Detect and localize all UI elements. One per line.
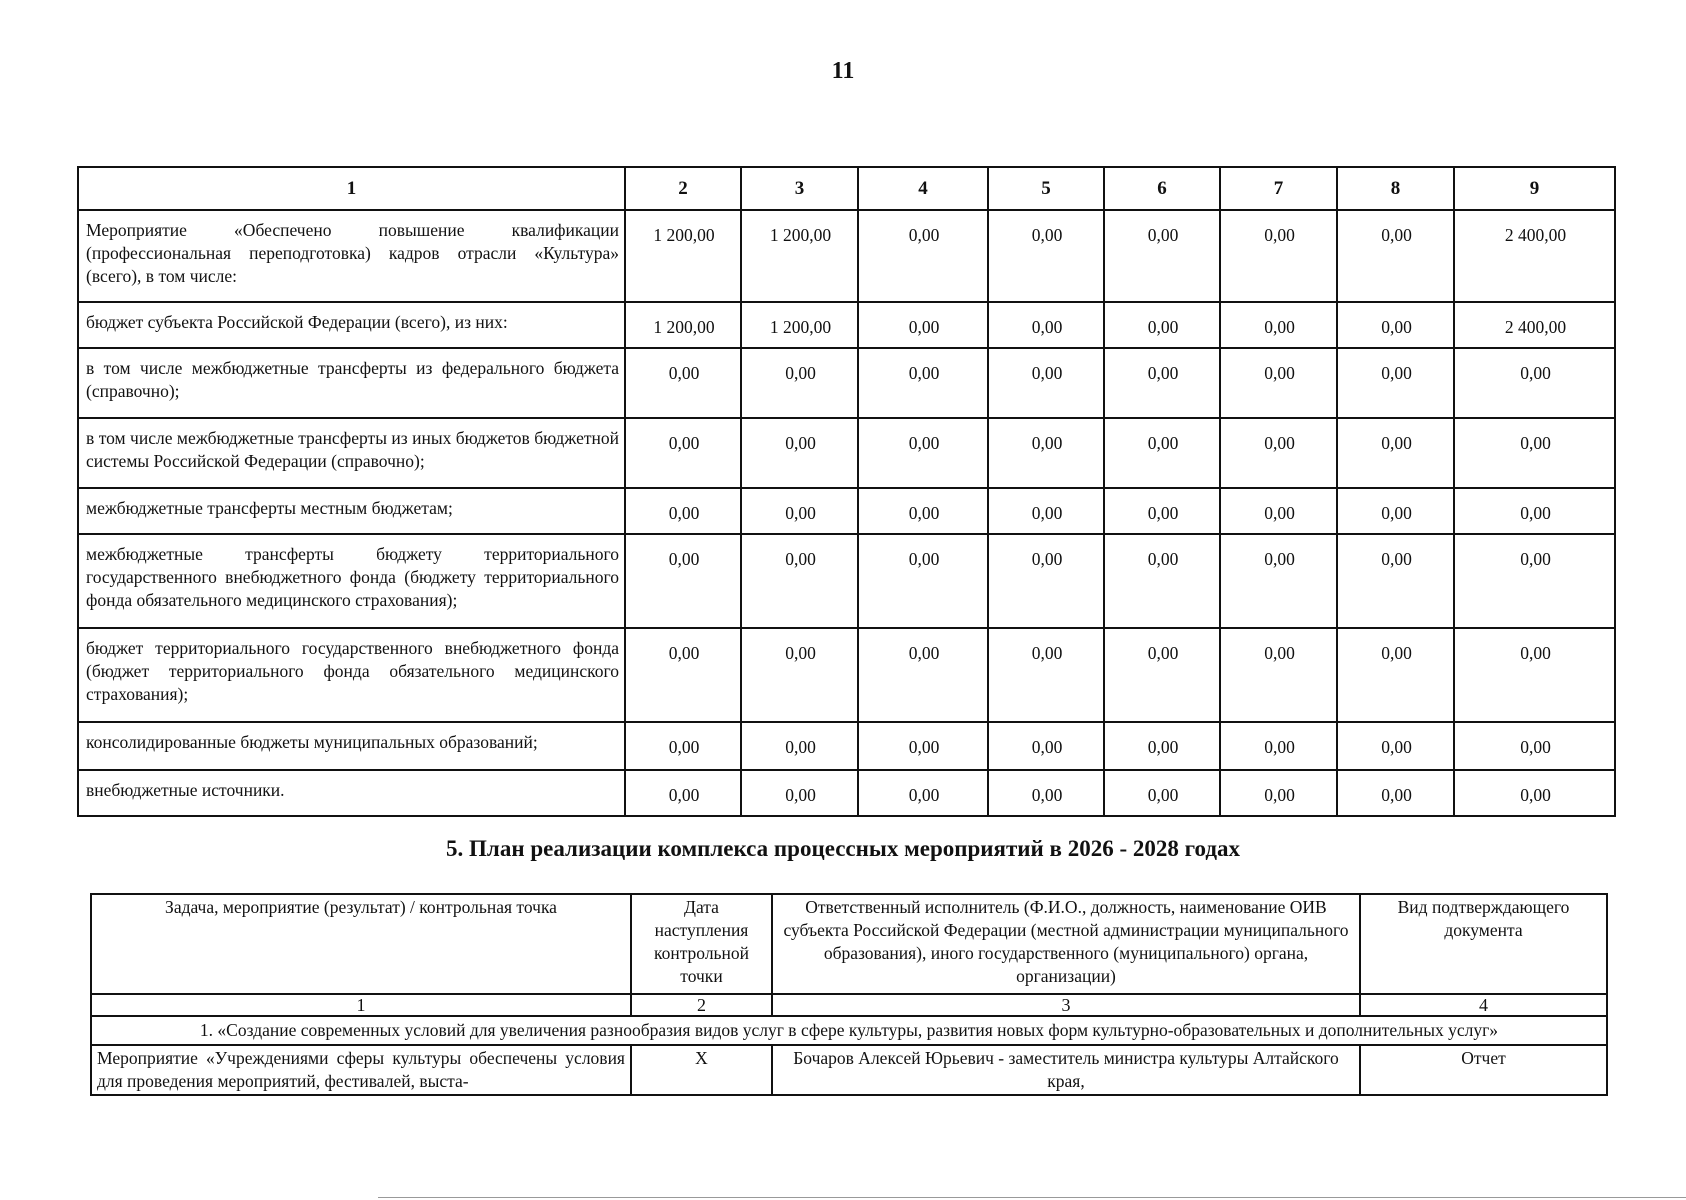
budget-value-cell: 0,00 — [1337, 302, 1454, 348]
budget-row-label: внебюджетные источники. — [78, 770, 625, 816]
page-number: 11 — [831, 58, 855, 84]
plan-task-row — [91, 1016, 1607, 1045]
plan-header-document: Вид подтверждающего документа — [1360, 894, 1607, 994]
budget-value-cell: 0,00 — [858, 302, 988, 348]
budget-value-cell: 0,00 — [988, 210, 1104, 302]
budget-row-label: в том числе межбюджетные трансферты из федерального бюджета (справочно); — [78, 348, 625, 418]
budget-value-cell: 0,00 — [858, 210, 988, 302]
budget-header-cell: 2 — [625, 167, 741, 210]
budget-value-cell: 0,00 — [741, 488, 858, 534]
plan-index-cell: 3 — [772, 994, 1360, 1016]
budget-value-cell: 0,00 — [988, 302, 1104, 348]
budget-table — [77, 166, 1616, 817]
budget-value-cell: 0,00 — [988, 770, 1104, 816]
budget-value-cell: 0,00 — [858, 488, 988, 534]
plan-task-text: 1. «Создание современных условий для увеличения разнообразия видов услуг в сфере культуры, развития новых форм культурно-образовательных и дополнительных услуг» — [91, 1016, 1607, 1045]
budget-value-cell: 0,00 — [988, 348, 1104, 418]
budget-value-cell: 0,00 — [1337, 210, 1454, 302]
budget-value-cell: 0,00 — [1104, 210, 1220, 302]
budget-row — [78, 628, 1615, 722]
budget-header-cell: 6 — [1104, 167, 1220, 210]
budget-value-cell: 0,00 — [1337, 418, 1454, 488]
budget-value-cell: 0,00 — [625, 534, 741, 628]
budget-header-row — [78, 167, 1615, 210]
plan-header-executor: Ответственный исполнитель (Ф.И.О., должность, наименование ОИВ субъекта Российской Федерации (местной администрации муниципального образования), иного государственного (муниципального) органа, организации) — [772, 894, 1360, 994]
budget-header-cell: 4 — [858, 167, 988, 210]
budget-value-cell: 0,00 — [988, 628, 1104, 722]
scan-edge-line — [378, 1197, 1686, 1198]
budget-value-cell: 0,00 — [1337, 628, 1454, 722]
budget-value-cell: 0,00 — [858, 534, 988, 628]
budget-row-label: бюджет субъекта Российской Федерации (всего), из них: — [78, 302, 625, 348]
budget-header-cell: 9 — [1454, 167, 1615, 210]
plan-event-document: Отчет — [1360, 1045, 1607, 1095]
budget-value-cell: 0,00 — [858, 418, 988, 488]
budget-value-cell: 0,00 — [625, 628, 741, 722]
budget-value-cell: 0,00 — [1104, 488, 1220, 534]
budget-value-cell: 0,00 — [1220, 302, 1337, 348]
budget-value-cell: 0,00 — [625, 488, 741, 534]
budget-value-cell: 0,00 — [741, 722, 858, 770]
budget-value-cell: 0,00 — [988, 534, 1104, 628]
budget-row — [78, 722, 1615, 770]
budget-row — [78, 534, 1615, 628]
budget-value-cell: 0,00 — [1337, 722, 1454, 770]
plan-index-cell: 1 — [91, 994, 631, 1016]
plan-event-row — [91, 1045, 1607, 1095]
budget-value-cell: 0,00 — [858, 770, 988, 816]
plan-header-date: Дата наступления контрольной точки — [631, 894, 772, 994]
budget-row-label: консолидированные бюджеты муниципальных образований; — [78, 722, 625, 770]
budget-row-label: Мероприятие «Обеспечено повышение квалификации (профессиональная переподготовка) кадров отрасли «Культура» (всего), в том числе: — [78, 210, 625, 302]
budget-value-cell: 1 200,00 — [625, 210, 741, 302]
budget-value-cell: 0,00 — [1104, 302, 1220, 348]
plan-index-row — [91, 994, 1607, 1016]
plan-event-date: X — [631, 1045, 772, 1095]
budget-value-cell: 0,00 — [1337, 534, 1454, 628]
budget-row — [78, 302, 1615, 348]
budget-header-cell: 8 — [1337, 167, 1454, 210]
budget-value-cell: 0,00 — [1220, 628, 1337, 722]
budget-row — [78, 418, 1615, 488]
budget-value-cell: 0,00 — [1454, 770, 1615, 816]
budget-value-cell: 0,00 — [1220, 210, 1337, 302]
budget-value-cell: 0,00 — [988, 722, 1104, 770]
budget-value-cell: 0,00 — [1337, 770, 1454, 816]
budget-value-cell: 0,00 — [1220, 722, 1337, 770]
budget-value-cell: 0,00 — [1220, 418, 1337, 488]
budget-value-cell: 2 400,00 — [1454, 210, 1615, 302]
budget-value-cell: 0,00 — [988, 488, 1104, 534]
plan-index-cell: 4 — [1360, 994, 1607, 1016]
budget-value-cell: 0,00 — [741, 348, 858, 418]
budget-row — [78, 210, 1615, 302]
budget-value-cell: 0,00 — [1104, 770, 1220, 816]
budget-value-cell: 0,00 — [1104, 534, 1220, 628]
budget-value-cell: 0,00 — [1104, 628, 1220, 722]
budget-row-label: межбюджетные трансферты местным бюджетам; — [78, 488, 625, 534]
plan-header-task: Задача, мероприятие (результат) / контрольная точка — [91, 894, 631, 994]
budget-value-cell: 0,00 — [1220, 348, 1337, 418]
budget-value-cell: 0,00 — [1454, 534, 1615, 628]
budget-value-cell: 0,00 — [1454, 628, 1615, 722]
budget-value-cell: 0,00 — [1104, 348, 1220, 418]
budget-value-cell: 0,00 — [741, 770, 858, 816]
budget-value-cell: 0,00 — [625, 418, 741, 488]
budget-value-cell: 1 200,00 — [741, 210, 858, 302]
budget-row — [78, 770, 1615, 816]
budget-row-label: бюджет территориального государственного внебюджетного фонда (бюджет территориального фонда обязательного медицинского страхования); — [78, 628, 625, 722]
plan-header-row — [91, 894, 1607, 994]
budget-value-cell: 0,00 — [1220, 488, 1337, 534]
budget-value-cell: 0,00 — [1220, 770, 1337, 816]
budget-value-cell: 0,00 — [988, 418, 1104, 488]
budget-header-cell: 5 — [988, 167, 1104, 210]
budget-value-cell: 2 400,00 — [1454, 302, 1615, 348]
budget-value-cell: 0,00 — [625, 348, 741, 418]
budget-value-cell: 0,00 — [1454, 348, 1615, 418]
budget-value-cell: 0,00 — [741, 418, 858, 488]
budget-value-cell: 0,00 — [858, 628, 988, 722]
plan-event-executor: Бочаров Алексей Юрьевич - заместитель министра культуры Алтайского края, — [772, 1045, 1360, 1095]
budget-header-cell: 3 — [741, 167, 858, 210]
budget-value-cell: 0,00 — [1104, 418, 1220, 488]
budget-value-cell: 0,00 — [625, 722, 741, 770]
plan-table — [90, 893, 1608, 1096]
budget-value-cell: 1 200,00 — [741, 302, 858, 348]
budget-value-cell: 0,00 — [741, 534, 858, 628]
budget-value-cell: 0,00 — [858, 348, 988, 418]
budget-header-cell: 7 — [1220, 167, 1337, 210]
section-title: 5. План реализации комплекса процессных мероприятий в 2026 - 2028 годах — [446, 836, 1240, 861]
budget-value-cell: 0,00 — [1454, 488, 1615, 534]
budget-header-cell: 1 — [78, 167, 625, 210]
budget-value-cell: 0,00 — [1454, 722, 1615, 770]
budget-row — [78, 348, 1615, 418]
plan-event-text: Мероприятие «Учреждениями сферы культуры обеспечены условия для проведения мероприятий, фестивалей, выста- — [91, 1045, 631, 1095]
budget-value-cell: 0,00 — [1220, 534, 1337, 628]
budget-value-cell: 0,00 — [625, 770, 741, 816]
budget-row-label: в том числе межбюджетные трансферты из иных бюджетов бюджетной системы Российской Федерации (справочно); — [78, 418, 625, 488]
budget-value-cell: 0,00 — [1337, 488, 1454, 534]
plan-index-cell: 2 — [631, 994, 772, 1016]
budget-value-cell: 0,00 — [1337, 348, 1454, 418]
budget-row — [78, 488, 1615, 534]
budget-value-cell: 0,00 — [1454, 418, 1615, 488]
budget-row-label: межбюджетные трансферты бюджету территориального государственного внебюджетного фонда (бюджету территориального фонда обязательного медицинского страхования); — [78, 534, 625, 628]
budget-value-cell: 0,00 — [1104, 722, 1220, 770]
budget-value-cell: 0,00 — [741, 628, 858, 722]
budget-value-cell: 0,00 — [858, 722, 988, 770]
budget-value-cell: 1 200,00 — [625, 302, 741, 348]
